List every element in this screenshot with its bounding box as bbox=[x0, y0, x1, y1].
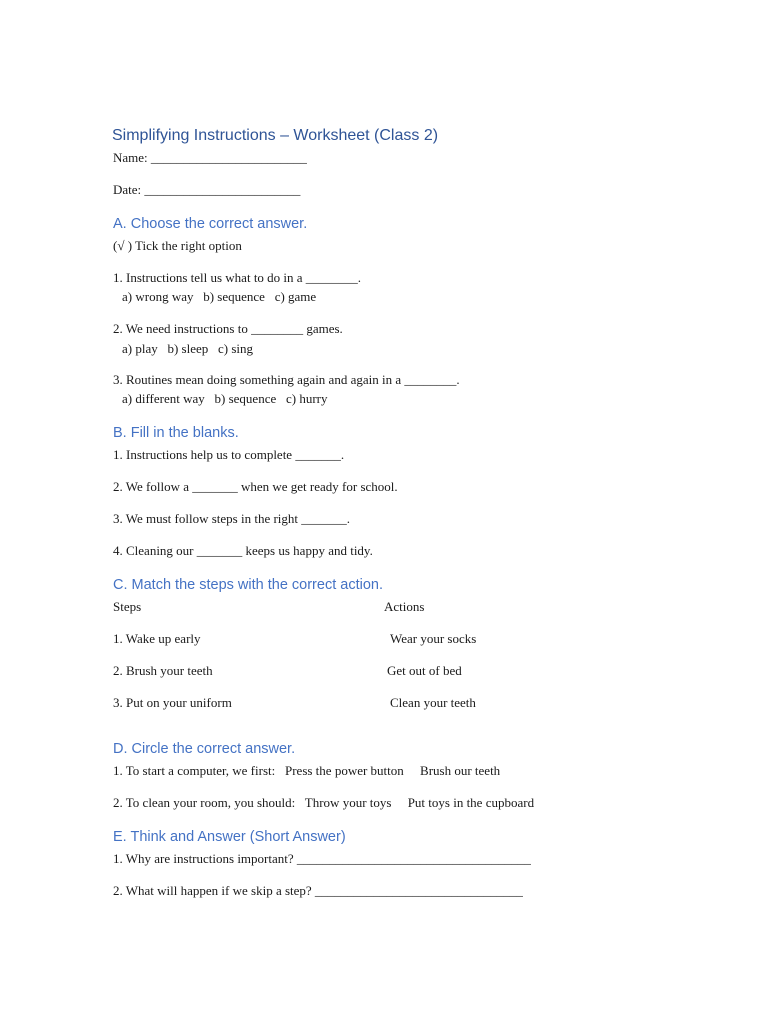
fill-blank-item: 1. Instructions help us to complete _______. bbox=[113, 447, 345, 462]
question-text: 1. Instructions tell us what to do in a ________. bbox=[113, 270, 362, 285]
section-c-heading: C. Match the steps with the correct action. bbox=[113, 577, 383, 593]
question-options: a) play b) sleep c) sing bbox=[122, 341, 254, 356]
match-action: Get out of bed bbox=[387, 663, 462, 678]
match-step: 1. Wake up early bbox=[113, 631, 201, 646]
question-text: 3. Routines mean doing something again and again in a ________. bbox=[113, 372, 460, 387]
short-answer-item: 2. What will happen if we skip a step? ________________________________ bbox=[113, 883, 523, 898]
circle-answer-item: 1. To start a computer, we first: Press the power button Brush our teeth bbox=[113, 763, 501, 778]
match-step: 3. Put on your uniform bbox=[113, 695, 232, 710]
question-options: a) different way b) sequence c) hurry bbox=[122, 391, 328, 406]
question-options: a) wrong way b) sequence c) game bbox=[122, 289, 317, 304]
match-action: Clean your teeth bbox=[390, 695, 476, 710]
page-title: Simplifying Instructions – Worksheet (Class 2) bbox=[112, 127, 439, 144]
actions-column-header: Actions bbox=[384, 599, 425, 614]
section-a-heading: A. Choose the correct answer. bbox=[113, 216, 308, 232]
question-text: 2. We need instructions to ________ games. bbox=[113, 321, 343, 336]
steps-column-header: Steps bbox=[113, 599, 142, 614]
section-d-heading: D. Circle the correct answer. bbox=[113, 741, 296, 757]
circle-answer-item: 2. To clean your room, you should: Throw your toys Put toys in the cupboard bbox=[113, 795, 535, 810]
short-answer-item: 1. Why are instructions important? ____________________________________ bbox=[113, 851, 531, 866]
date-field-line: Date: ________________________ bbox=[113, 182, 301, 197]
match-step: 2. Brush your teeth bbox=[113, 663, 213, 678]
section-b-heading: B. Fill in the blanks. bbox=[113, 425, 239, 441]
fill-blank-item: 3. We must follow steps in the right _______. bbox=[113, 511, 351, 526]
fill-blank-item: 2. We follow a _______ when we get ready for school. bbox=[113, 479, 398, 494]
match-action: Wear your socks bbox=[390, 631, 477, 646]
section-a-instruction: (√ ) Tick the right option bbox=[113, 238, 242, 253]
section-e-heading: E. Think and Answer (Short Answer) bbox=[113, 829, 346, 845]
name-field-line: Name: ________________________ bbox=[113, 150, 307, 165]
fill-blank-item: 4. Cleaning our _______ keeps us happy and tidy. bbox=[113, 543, 373, 558]
